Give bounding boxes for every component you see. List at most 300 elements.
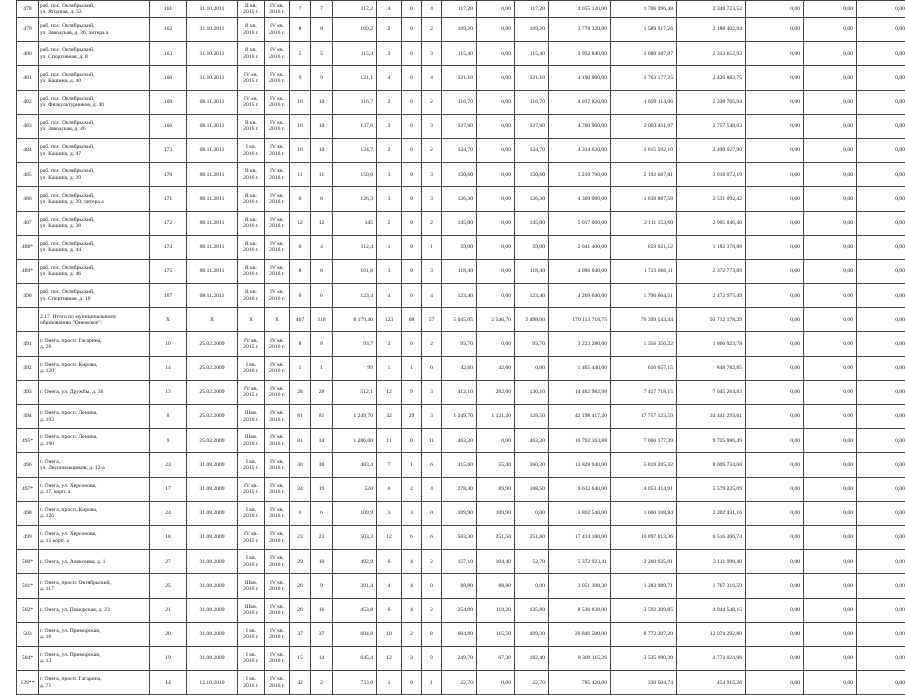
rooms-municipal-cell: 3 <box>422 114 442 138</box>
area-resettled-cell: 137,60 <box>442 114 477 138</box>
cost-other-cell: 0,00 <box>857 550 905 574</box>
row-number-cell: 483 <box>17 114 39 138</box>
planned-start-cell <box>238 574 265 598</box>
address-cell <box>39 66 150 90</box>
planned-end-cell-line: IV кв. <box>270 628 284 634</box>
row-number-cell: 502* <box>17 598 39 622</box>
area-municipal-cell: 117,20 <box>515 1 549 18</box>
date-cell: 25.02.2009 <box>187 332 238 356</box>
cost-local-cell: 0,00 <box>746 114 804 138</box>
cost-other-cell: 0,00 <box>857 284 905 308</box>
rooms-private-cell: 0 <box>402 284 422 308</box>
cost-extra-cell: 0,00 <box>804 1 857 18</box>
residents-resettled-cell: 12 <box>311 211 333 235</box>
rooms-private-cell: 0 <box>402 187 422 211</box>
address-cell-line: раб. пос. Октябрьский, <box>40 289 95 295</box>
area-total-cell: 8 179,40 <box>333 308 377 332</box>
cost-budget-cell: 2 531 092,42 <box>677 187 746 211</box>
table-row <box>17 356 905 380</box>
area-municipal-cell: 188,50 <box>515 477 549 501</box>
rooms-total-cell: 3 <box>377 501 402 525</box>
table-row <box>17 477 905 501</box>
cost-budget-cell: 93 712 178,29 <box>677 308 746 332</box>
area-total-cell: 733,0 <box>333 671 377 695</box>
rooms-municipal-cell: 2 <box>422 211 442 235</box>
residents-resettled-cell: 11 <box>311 163 333 187</box>
rooms-municipal-cell: 1 <box>422 235 442 259</box>
area-total-cell: 109,9 <box>333 501 377 525</box>
area-municipal-cell: 135,80 <box>515 598 549 622</box>
doc-number-cell: 172 <box>150 211 187 235</box>
cost-total-cell: 3 778 320,00 <box>549 18 611 42</box>
area-municipal-cell: 22,70 <box>515 671 549 695</box>
cost-total-cell: 8 536 838,00 <box>549 598 611 622</box>
area-municipal-cell: 126,30 <box>515 187 549 211</box>
planned-end-cell-line: IV кв. <box>270 459 284 465</box>
area-total-cell: 121,1 <box>333 66 377 90</box>
cost-budget-cell: 2 348 723,52 <box>677 1 746 18</box>
planned-end-cell <box>265 42 290 66</box>
planned-start-cell-line: IV кв. <box>244 386 258 392</box>
cost-local-cell: 0,00 <box>746 525 804 549</box>
planned-end-cell-line: IV кв. <box>270 410 284 416</box>
planned-end-cell <box>265 187 290 211</box>
address-cell-line: раб. пос. Октябрьский, <box>40 72 95 78</box>
row-number-cell: 139** <box>17 671 39 695</box>
cost-other-cell: 0,00 <box>857 42 905 66</box>
address-cell-line: образованию "Онежское": <box>40 320 102 326</box>
rooms-private-cell: 3 <box>402 501 422 525</box>
area-private-cell: 0,00 <box>477 18 515 42</box>
area-municipal-cell: 93,70 <box>515 332 549 356</box>
area-private-cell: 0,00 <box>477 429 515 453</box>
rooms-municipal-cell: 2 <box>422 18 442 42</box>
address-cell <box>39 138 150 162</box>
address-cell-line: д. 16 <box>40 634 51 640</box>
cost-extra-cell: 0,00 <box>804 187 857 211</box>
residents-total-cell: 10 <box>290 114 311 138</box>
cost-local-cell: 0,00 <box>746 598 804 622</box>
area-resettled-cell: 118,40 <box>442 259 477 283</box>
cost-total-cell: 4 369 980,00 <box>549 187 611 211</box>
planned-start-cell-line: IV кв. <box>244 531 258 537</box>
residents-resettled-cell: 9 <box>311 66 333 90</box>
planned-end-cell <box>265 550 290 574</box>
address-cell-line: г. Онега, ул. Приморская, <box>40 652 100 658</box>
area-municipal-cell: 123,40 <box>515 284 549 308</box>
residents-resettled-cell: 1 <box>311 356 333 380</box>
planned-end-cell-line: 2016 г. <box>269 465 285 471</box>
table-row <box>17 405 905 429</box>
cost-fund-cell: 76 399 543,44 <box>611 308 677 332</box>
planned-start-cell-line: 2015 г. <box>243 78 259 84</box>
area-resettled-cell: 42,60 <box>442 356 477 380</box>
address-cell-line: ул. Лесопильщиков, д. 12-а <box>40 465 105 471</box>
rooms-municipal-cell: 57 <box>422 308 442 332</box>
area-resettled-cell: 278,40 <box>442 477 477 501</box>
rooms-total-cell: 7 <box>377 453 402 477</box>
rooms-private-cell: 0 <box>402 259 422 283</box>
residents-resettled-cell: 2 <box>311 671 333 695</box>
planned-end-cell <box>265 501 290 525</box>
area-total-cell: 109,2 <box>333 18 377 42</box>
planned-start-cell-line: I кв. <box>246 362 256 368</box>
area-municipal-cell: 251,80 <box>515 525 549 549</box>
planned-start-cell <box>238 453 265 477</box>
date-cell: 31.08.2009 <box>187 501 238 525</box>
cost-budget-cell: 9 725 986,49 <box>677 429 746 453</box>
cost-local-cell: 0,00 <box>746 259 804 283</box>
doc-number-cell: 175 <box>150 259 187 283</box>
table-row <box>17 453 905 477</box>
planned-start-cell-line: 2016 г. <box>243 296 259 302</box>
rooms-private-cell: 2 <box>402 477 422 501</box>
cost-budget-cell: 2 472 975,49 <box>677 284 746 308</box>
residents-total-cell: 26 <box>290 574 311 598</box>
cost-local-cell: 0,00 <box>746 308 804 332</box>
date-cell: 08.11.2011 <box>187 284 238 308</box>
table-row <box>17 429 905 453</box>
area-resettled-cell: 463,20 <box>442 429 477 453</box>
cost-other-cell: 0,00 <box>857 235 905 259</box>
planned-end-cell-line: 2016 г. <box>269 30 285 36</box>
residents-total-cell: 6 <box>290 235 311 259</box>
table-row <box>17 574 905 598</box>
area-private-cell: 0,00 <box>477 284 515 308</box>
cost-other-cell: 0,00 <box>857 574 905 598</box>
planned-start-cell-line: I кв. <box>246 676 256 682</box>
cost-other-cell: 0,00 <box>857 18 905 42</box>
cost-total-cell: 4 760 960,00 <box>549 114 611 138</box>
doc-number-cell: 163 <box>150 42 187 66</box>
cost-extra-cell: 0,00 <box>804 163 857 187</box>
address-cell-line: ул. Кашина, д. 38 <box>40 223 81 229</box>
residents-total-cell: 10 <box>290 138 311 162</box>
cost-fund-cell: 1 796 664,51 <box>611 284 677 308</box>
rooms-municipal-cell: 4 <box>422 1 442 18</box>
cost-fund-cell: 2 260 925,01 <box>611 550 677 574</box>
cost-budget-cell: 24 441 293,61 <box>677 405 746 429</box>
cost-extra-cell: 0,00 <box>804 550 857 574</box>
row-number-cell: 497* <box>17 477 39 501</box>
planned-end-cell <box>265 453 290 477</box>
planned-start-cell <box>238 18 265 42</box>
cost-local-cell: 0,00 <box>746 90 804 114</box>
area-private-cell: 0,00 <box>477 187 515 211</box>
date-cell: 08.11.2011 <box>187 259 238 283</box>
rooms-municipal-cell: 4 <box>422 66 442 90</box>
cost-total-cell: 785 420,00 <box>549 671 611 695</box>
planned-start-cell <box>238 332 265 356</box>
table-row <box>17 211 905 235</box>
rooms-private-cell: 0 <box>402 163 422 187</box>
planned-start-cell-line: 2015 г. <box>243 465 259 471</box>
cost-fund-cell: 616 657,15 <box>611 356 677 380</box>
date-cell: X <box>187 308 238 332</box>
planned-end-cell-line: 2016 г. <box>269 586 285 592</box>
cost-fund-cell: 2 192 687,81 <box>611 163 677 187</box>
planned-end-cell-line: 2016 г. <box>269 417 285 423</box>
cost-total-cell: 2 041 400,00 <box>549 235 611 259</box>
area-resettled-cell: 412,10 <box>442 380 477 404</box>
area-resettled-cell: 115,40 <box>442 42 477 66</box>
cost-total-cell: 42 198 417,20 <box>549 405 611 429</box>
residents-total-cell: 81 <box>290 405 311 429</box>
planned-start-cell-line: II кв. <box>245 47 257 53</box>
address-cell-line: раб. пос. Октябрьский, <box>40 120 95 126</box>
address-cell-line: д. 15 корп. а <box>40 538 69 544</box>
date-cell: 08.11.2011 <box>187 235 238 259</box>
area-resettled-cell: 116,70 <box>442 90 477 114</box>
cost-extra-cell: 0,00 <box>804 138 857 162</box>
cost-extra-cell: 0,00 <box>804 429 857 453</box>
planned-end-cell <box>265 574 290 598</box>
cost-extra-cell: 0,00 <box>804 598 857 622</box>
cost-local-cell: 0,00 <box>746 622 804 646</box>
doc-number-cell: 166 <box>150 114 187 138</box>
rooms-total-cell: 2 <box>377 18 402 42</box>
area-private-cell: 88,80 <box>477 574 515 598</box>
planned-start-cell <box>238 138 265 162</box>
area-total-cell: 512,1 <box>333 380 377 404</box>
rooms-municipal-cell: 2 <box>422 90 442 114</box>
area-private-cell: 2 546,70 <box>477 308 515 332</box>
row-number-cell: 499 <box>17 525 39 549</box>
cost-total-cell: 4 190 060,00 <box>549 66 611 90</box>
area-total-cell: 1 249,70 <box>333 405 377 429</box>
residents-resettled-cell: 81 <box>311 405 333 429</box>
planned-end-cell-line: IV кв. <box>270 144 284 150</box>
table-row <box>17 598 905 622</box>
rooms-municipal-cell: 6 <box>422 525 442 549</box>
area-municipal-cell: 145,00 <box>515 211 549 235</box>
planned-start-cell-line: II кв. <box>245 3 257 9</box>
area-resettled-cell: 150,60 <box>442 163 477 187</box>
residents-total-cell: 10 <box>290 90 311 114</box>
cost-local-cell: 0,00 <box>746 453 804 477</box>
area-total-cell: 99 <box>333 356 377 380</box>
doc-number-cell: X <box>150 308 187 332</box>
rooms-total-cell: 123 <box>377 308 402 332</box>
address-cell-line: д. 126 <box>40 513 54 519</box>
table-row <box>17 187 905 211</box>
address-cell-line: д. 26 <box>40 344 51 350</box>
planned-end-cell-line: IV кв. <box>270 217 284 223</box>
area-total-cell: 115,4 <box>333 42 377 66</box>
doc-number-cell: 24 <box>150 501 187 525</box>
cost-fund-cell: 7 417 718,15 <box>611 380 677 404</box>
rooms-private-cell: 0 <box>402 18 422 42</box>
residents-resettled-cell: 318 <box>311 308 333 332</box>
residents-resettled-cell: 6 <box>311 259 333 283</box>
date-cell: 12.10.2010 <box>187 671 238 695</box>
planned-start-cell-line: II кв. <box>245 193 257 199</box>
area-private-cell: 104,40 <box>477 550 515 574</box>
area-resettled-cell: 22,70 <box>442 671 477 695</box>
date-cell: 08.11.2011 <box>187 187 238 211</box>
planned-start-cell-line: I кв. <box>246 628 256 634</box>
area-private-cell: 1 121,20 <box>477 405 515 429</box>
cost-total-cell: 13 828 940,00 <box>549 453 611 477</box>
planned-start-cell-line: IV кв. <box>244 72 258 78</box>
planned-end-cell-line: IV кв. <box>270 652 284 658</box>
rooms-private-cell: 0 <box>402 211 422 235</box>
planned-start-cell-line: 2016 г. <box>243 610 259 616</box>
address-cell <box>39 163 150 187</box>
doc-number-cell: 161 <box>150 1 187 18</box>
row-number-cell: 480 <box>17 42 39 66</box>
area-municipal-cell: 130,10 <box>515 380 549 404</box>
address-cell <box>39 380 150 404</box>
planned-end-cell-line: IV кв. <box>270 362 284 368</box>
rooms-municipal-cell: 8 <box>422 622 442 646</box>
planned-end-cell-line: 2016 г. <box>269 126 285 132</box>
area-resettled-cell: 93,70 <box>442 332 477 356</box>
row-number-cell: 491 <box>17 332 39 356</box>
residents-total-cell: 28 <box>290 380 311 404</box>
planned-end-cell-line: IV кв. <box>270 241 284 247</box>
doc-number-cell: 14 <box>150 356 187 380</box>
rooms-total-cell: 3 <box>377 114 402 138</box>
residents-total-cell: 8 <box>290 259 311 283</box>
area-resettled-cell: 121,10 <box>442 66 477 90</box>
planned-end-cell-line: IV кв. <box>270 47 284 53</box>
cost-fund-cell: 1 815 592,10 <box>611 138 677 162</box>
planned-end-cell-line: 2016 г. <box>269 658 285 664</box>
rooms-private-cell: 4 <box>402 598 422 622</box>
rooms-private-cell: 2 <box>402 622 422 646</box>
address-cell-line: 2.17. Итого по муниципальному <box>40 314 117 320</box>
cost-total-cell: 16 792 163,88 <box>549 429 611 453</box>
cost-local-cell: 0,00 <box>746 66 804 90</box>
cost-budget-cell: 7 045 264,83 <box>677 380 746 404</box>
planned-end-cell <box>265 138 290 162</box>
cost-total-cell: 4 314 620,00 <box>549 138 611 162</box>
rooms-total-cell: 4 <box>377 1 402 18</box>
residents-resettled-cell: 6 <box>311 284 333 308</box>
address-cell-line: г. Онега, просп. Гагарина, <box>40 676 102 682</box>
rooms-private-cell: 0 <box>402 429 422 453</box>
row-number-cell: 485 <box>17 163 39 187</box>
residents-total-cell: 81 <box>290 429 311 453</box>
area-private-cell: 0,00 <box>477 332 515 356</box>
residents-total-cell: 26 <box>290 598 311 622</box>
residents-resettled-cell: 7 <box>311 1 333 18</box>
planned-start-cell <box>238 90 265 114</box>
planned-end-cell <box>265 211 290 235</box>
date-cell: 31.08.2009 <box>187 477 238 501</box>
cost-extra-cell: 0,00 <box>804 501 857 525</box>
planned-end-cell <box>265 477 290 501</box>
date-cell: 08.11.2011 <box>187 114 238 138</box>
residents-total-cell: 29 <box>290 550 311 574</box>
planned-end-cell <box>265 405 290 429</box>
rooms-private-cell: 4 <box>402 550 422 574</box>
residents-resettled-cell: 10 <box>311 90 333 114</box>
date-cell: 25.02.2009 <box>187 380 238 404</box>
cost-other-cell: 0,00 <box>857 356 905 380</box>
address-cell-line: г. Онега, ул. Дружбы, д. 36 <box>40 389 103 395</box>
rooms-private-cell: 29 <box>402 405 422 429</box>
planned-end-cell-line: 2016 г. <box>269 54 285 60</box>
address-cell-line: г. Онега, ул. Приморская, <box>40 628 100 634</box>
cost-budget-cell: 1 182 378,88 <box>677 235 746 259</box>
planned-start-cell-line: I кв. <box>246 507 256 513</box>
address-cell-line: д. 192 <box>40 417 54 423</box>
address-cell-line: г. Онега, просп. Ленина, <box>40 434 98 440</box>
cost-other-cell: 0,00 <box>857 259 905 283</box>
planned-start-cell-line: IV кв. <box>244 96 258 102</box>
area-private-cell: 55,40 <box>477 453 515 477</box>
planned-end-cell <box>265 1 290 18</box>
planned-start-cell-line: IV кв. <box>244 338 258 344</box>
row-number-cell: 489* <box>17 259 39 283</box>
cost-fund-cell: 5 819 205,32 <box>611 453 677 477</box>
cost-budget-cell: 3 018 072,19 <box>677 163 746 187</box>
rooms-total-cell: 1 <box>377 356 402 380</box>
doc-number-cell: 167 <box>150 284 187 308</box>
planned-end-cell-line: 2016 г. <box>269 634 285 640</box>
cost-fund-cell: 8 772 207,20 <box>611 622 677 646</box>
table-row <box>17 18 905 42</box>
address-cell <box>39 42 150 66</box>
area-total-cell: 126,3 <box>333 187 377 211</box>
table-row <box>17 622 905 646</box>
rooms-municipal-cell: 2 <box>422 550 442 574</box>
residents-total-cell: 6 <box>290 187 311 211</box>
rooms-municipal-cell: 0 <box>422 574 442 598</box>
rooms-private-cell: 1 <box>402 453 422 477</box>
address-cell-line: ул. Спортивная, д. 10 <box>40 296 91 302</box>
rooms-municipal-cell: 6 <box>422 453 442 477</box>
cost-local-cell: 0,00 <box>746 671 804 695</box>
cost-local-cell: 0,00 <box>746 429 804 453</box>
planned-end-cell-line: IV кв. <box>270 3 284 9</box>
doc-number-cell: 171 <box>150 187 187 211</box>
rooms-private-cell: 68 <box>402 308 422 332</box>
cost-fund-cell: 3 535 090,30 <box>611 646 677 670</box>
planned-end-cell-line: 2016 г. <box>269 513 285 519</box>
planned-end-cell-line: 2016 г. <box>269 271 285 277</box>
cost-budget-cell: 5 579 225,09 <box>677 477 746 501</box>
planned-end-cell-line: 2016 г. <box>269 78 285 84</box>
planned-end-cell <box>265 259 290 283</box>
cost-total-cell: 20 846 500,00 <box>549 622 611 646</box>
rooms-municipal-cell: 3 <box>422 259 442 283</box>
cost-budget-cell: 4 774 024,96 <box>677 646 746 670</box>
rooms-private-cell: 0 <box>402 138 422 162</box>
address-cell-line: раб. пос. Октябрьский, <box>40 217 95 223</box>
cost-extra-cell: 0,00 <box>804 18 857 42</box>
cost-extra-cell: 0,00 <box>804 356 857 380</box>
cost-extra-cell: 0,00 <box>804 646 857 670</box>
area-total-cell: 137,6 <box>333 114 377 138</box>
cost-fund-cell: 330 504,74 <box>611 671 677 695</box>
row-number-cell: 492 <box>17 356 39 380</box>
row-number-cell: 495* <box>17 429 39 453</box>
cost-total-cell: 3 223 280,00 <box>549 332 611 356</box>
doc-number-cell: 25 <box>150 574 187 598</box>
residents-resettled-cell: 14 <box>311 646 333 670</box>
rooms-total-cell: 3 <box>377 259 402 283</box>
rooms-total-cell: 12 <box>377 646 402 670</box>
row-number-cell: 484 <box>17 138 39 162</box>
row-number-cell: 498 <box>17 501 39 525</box>
area-municipal-cell: 52,70 <box>515 550 549 574</box>
planned-start-cell-line: 2016 г. <box>243 199 259 205</box>
address-cell-line: ул. Физкультурников, д. 40 <box>40 102 104 108</box>
cost-fund-cell: 17 757 123,59 <box>611 405 677 429</box>
